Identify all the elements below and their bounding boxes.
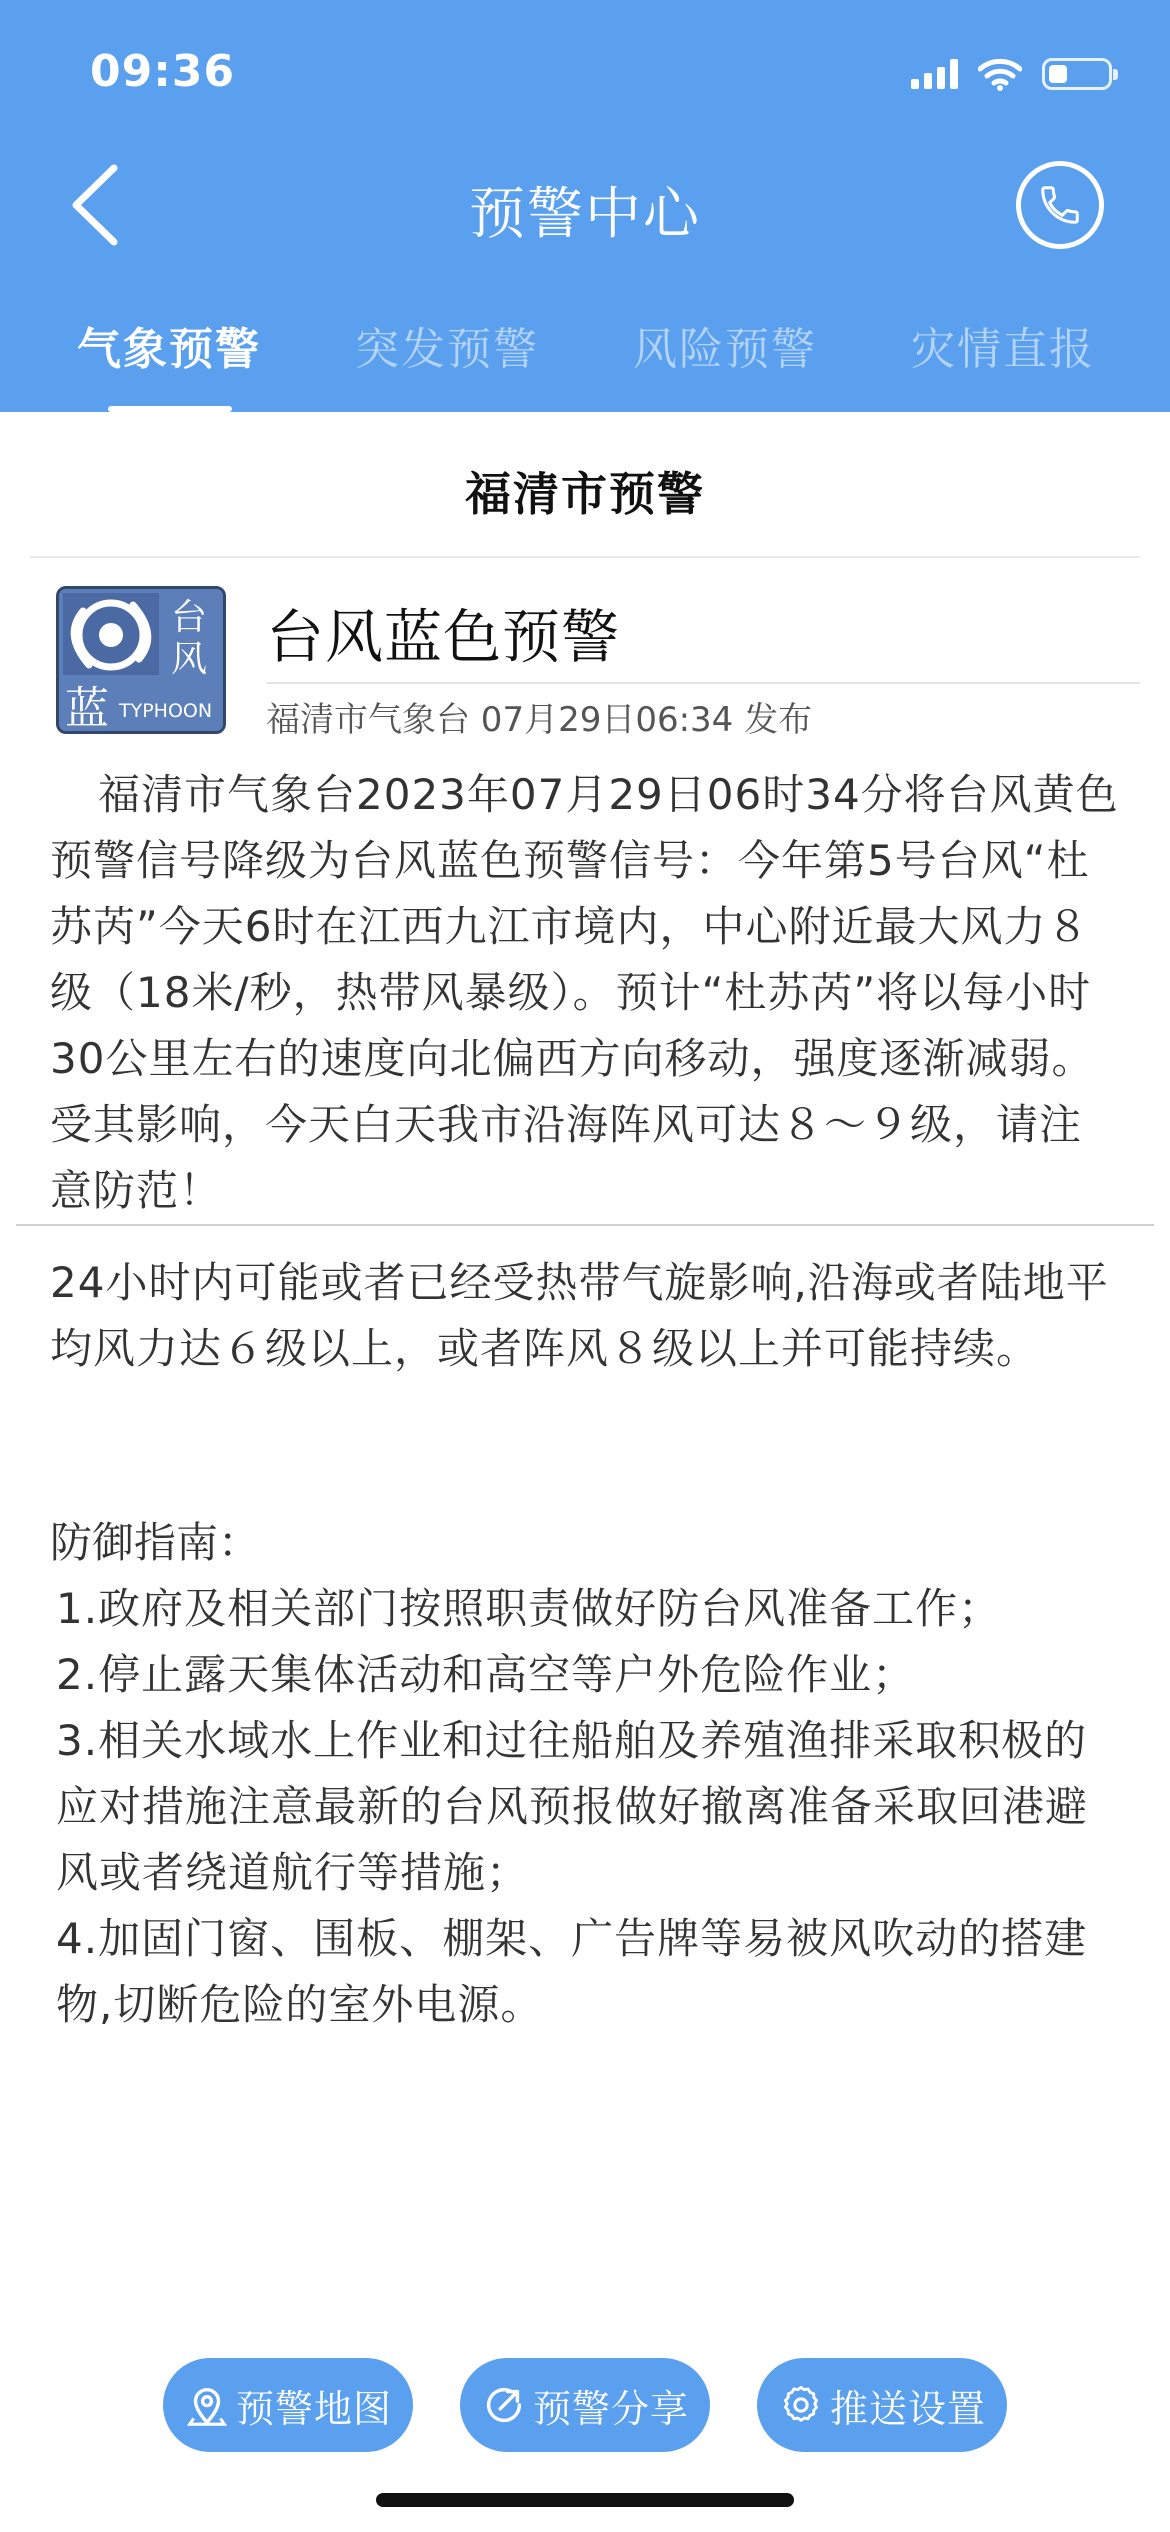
map-pin-icon [184,2382,230,2428]
warning-standard: 24小时内可能或者已经受热带气旋影响,沿海或者陆地平均风力达６级以上，或者阵风８级以上并可能持续。 [50,1258,1109,1373]
status-icons [911,50,1112,98]
action-bar [0,2358,1170,2452]
divider [16,1224,1154,1226]
warning-map-label: 预警地图 [235,2386,392,2431]
icon-char-1: 台 [171,597,208,638]
guide-list [50,1576,1120,2038]
warning-body: 福清市气象台2023年07月29日06时34分将台风黄色预警信号降级为台风蓝色预警信号：今年第5号台风“杜苏芮”今天6时在江西九江市境内，中心附近最大风力８级（18米/秒，热带风暴级）。预计“杜苏芮”将以每小时30公里左右的速度向北偏西方向移动，强度逐渐减弱。受其影响，今天白天我市沿海阵风可达８～９级，请注意防范！ [50,770,1119,1215]
tab-emergency-warning[interactable]: 突发预警 [355,324,539,375]
title-rule [266,682,1140,684]
battery-icon [1042,58,1112,90]
wifi-icon [978,57,1022,91]
warning-share-label: 预警分享 [532,2386,689,2431]
icon-char-2: 风 [171,639,208,680]
phone-icon [1037,182,1083,228]
home-indicator [376,2493,794,2507]
guide-heading: 防御指南： [50,1518,261,1567]
icon-level-char: 蓝 [65,683,109,731]
guide-item: 4.加固门窗、围板、棚架、广告牌等易被风吹动的搭建物,切断危险的室外电源。 [56,1914,1088,2029]
guide-item: 3.相关水域水上作业和过往船舶及养殖渔排采取积极的应对措施注意最新的台风预报做好撤离准备采取回港避风或者绕道航行等措施； [56,1716,1089,1897]
gear-icon [778,2382,824,2428]
push-settings-button[interactable] [757,2358,1007,2452]
share-icon [481,2382,527,2428]
signal-icon [911,59,958,89]
app-header [0,0,1170,412]
warning-title: 台风蓝色预警 [266,603,621,671]
page-title: 福清市预警 [465,467,705,521]
phone-button[interactable] [1016,161,1104,249]
tab-disaster-report[interactable]: 灾情直报 [911,324,1095,375]
page-header-title: 预警中心 [469,182,701,247]
tab-weather-warning[interactable]: 气象预警 [30,305,308,412]
divider [30,556,1140,558]
guide-item: 1.政府及相关部门按照职责做好防台风准备工作； [56,1584,1002,1633]
tab-risk-warning[interactable]: 风险预警 [633,324,817,375]
warning-map-button[interactable] [163,2358,413,2452]
tab-bar [0,305,1170,412]
push-settings-label: 推送设置 [829,2386,986,2431]
status-time: 09:36 [90,46,236,97]
warning-issuer: 福清市气象台 07月29日06:34 发布 [266,700,813,740]
warning-share-button[interactable] [460,2358,710,2452]
guide-item: 2.停止露天集体活动和高空等户外危险作业； [56,1650,916,1699]
typhoon-icon [56,586,226,734]
icon-label: TYPHOON [119,700,213,722]
